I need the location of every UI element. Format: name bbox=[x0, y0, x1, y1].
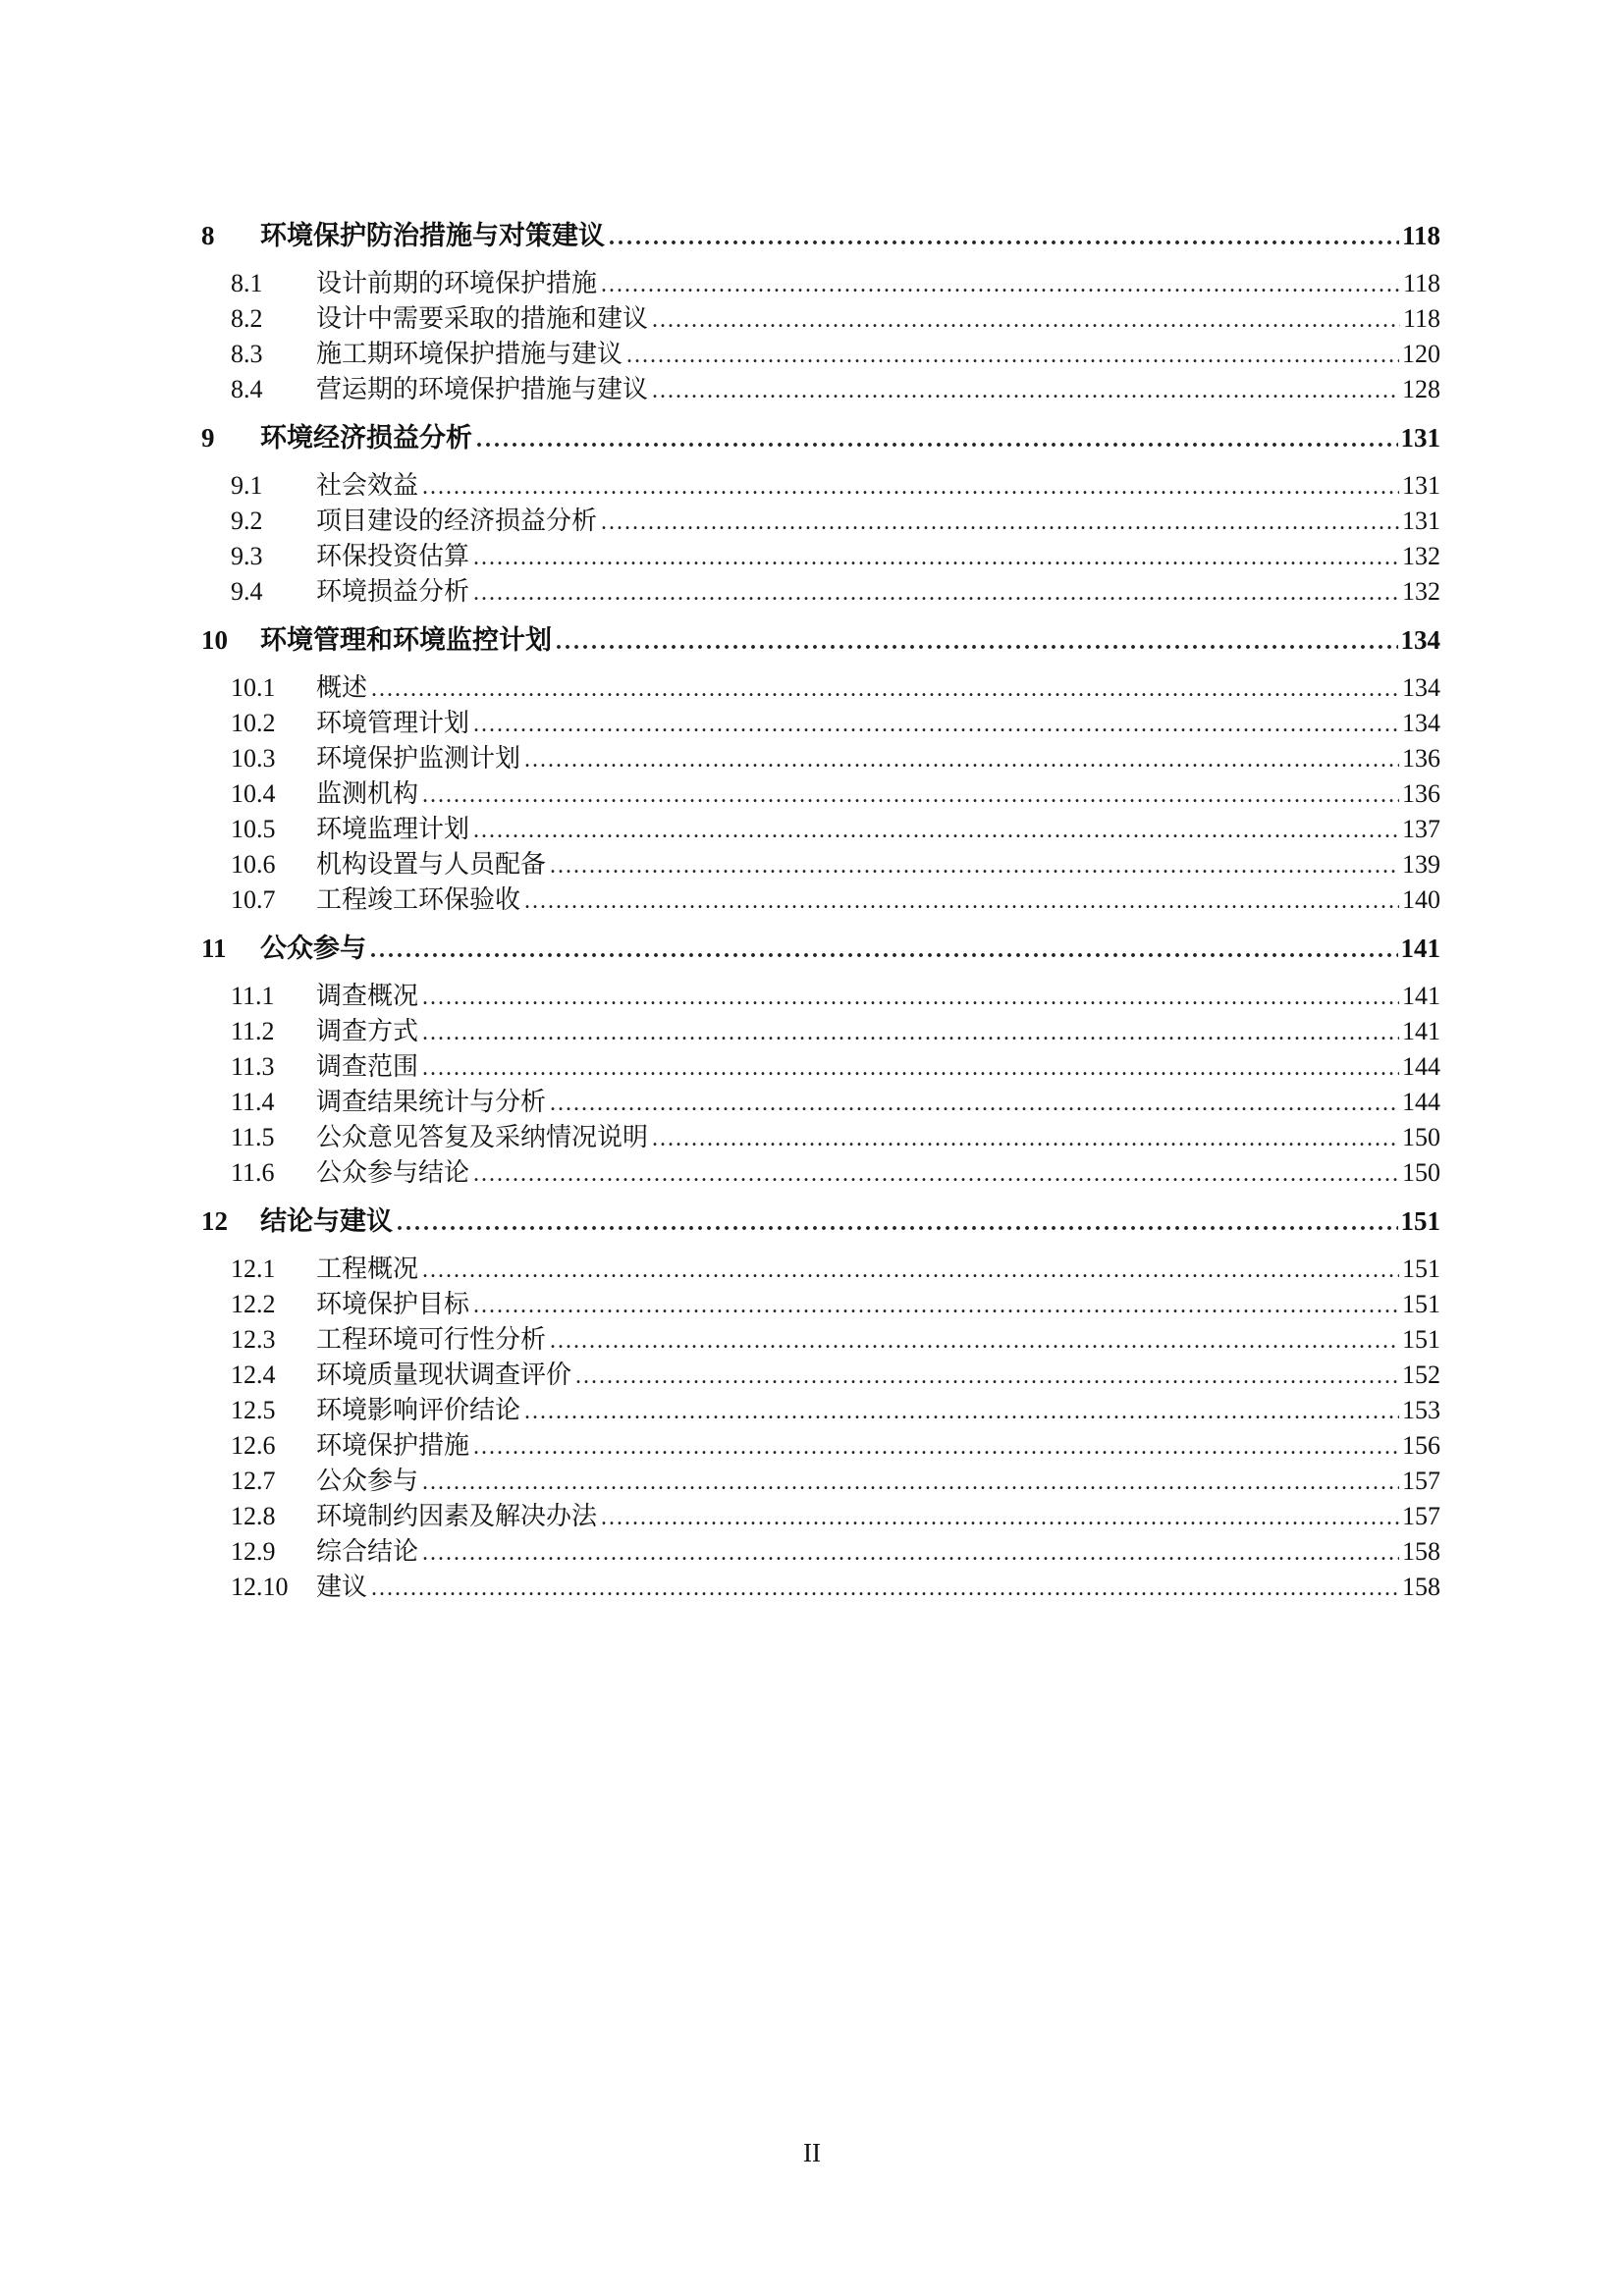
page-number: 128 bbox=[1402, 375, 1440, 403]
section-title: 建议 bbox=[316, 1573, 368, 1601]
dot-leader bbox=[601, 266, 1400, 302]
section-number: 9.4 bbox=[231, 577, 263, 606]
section-title: 监测机构 bbox=[316, 779, 419, 808]
chapter-title: 公众参与 bbox=[260, 934, 366, 963]
chapter-title: 环境保护防治措施与对策建议 bbox=[260, 221, 605, 250]
page-number: 118 bbox=[1401, 221, 1440, 250]
dot-leader bbox=[473, 574, 1399, 611]
section-title: 调查方式 bbox=[316, 1017, 419, 1045]
dot-leader bbox=[476, 420, 1398, 457]
section-title: 概述 bbox=[316, 673, 368, 702]
page-number: 136 bbox=[1402, 744, 1440, 773]
dot-leader bbox=[422, 1534, 1399, 1571]
section-title: 环境质量现状调查评价 bbox=[316, 1361, 572, 1389]
section-title: 项目建设的经济损益分析 bbox=[316, 507, 598, 535]
page-number: 158 bbox=[1402, 1537, 1440, 1566]
section-number: 12.10 bbox=[231, 1573, 289, 1601]
section-number: 12.3 bbox=[231, 1325, 276, 1354]
chapter-number: 10 bbox=[201, 625, 228, 655]
page-number: 151 bbox=[1402, 1290, 1440, 1318]
section-title: 环境保护目标 bbox=[316, 1290, 470, 1318]
page-number: 141 bbox=[1400, 934, 1440, 963]
section-number: 12.9 bbox=[231, 1537, 276, 1566]
dot-leader bbox=[473, 812, 1399, 848]
page-number: 132 bbox=[1402, 542, 1440, 570]
page-number: 131 bbox=[1402, 471, 1440, 500]
page-number: 157 bbox=[1402, 1467, 1440, 1495]
section-title: 设计中需要采取的措施和建议 bbox=[316, 304, 649, 333]
dot-leader bbox=[473, 1428, 1399, 1465]
section-title: 环境监理计划 bbox=[316, 815, 470, 843]
toc-section-row bbox=[201, 1322, 1440, 1358]
chapter-number: 12 bbox=[201, 1206, 228, 1236]
toc-section-row bbox=[201, 468, 1440, 504]
page-number: 118 bbox=[1402, 269, 1440, 297]
page-number: 144 bbox=[1402, 1088, 1440, 1116]
dot-leader bbox=[550, 847, 1399, 883]
toc-chapter-row bbox=[201, 622, 1440, 658]
page-number: 136 bbox=[1402, 779, 1440, 808]
section-number: 11.2 bbox=[231, 1017, 275, 1045]
dot-leader bbox=[422, 1049, 1399, 1086]
dot-leader bbox=[652, 301, 1400, 338]
page-number: 141 bbox=[1402, 1017, 1440, 1045]
page-number: 118 bbox=[1402, 304, 1440, 333]
chapter-title: 环境经济损益分析 bbox=[260, 423, 472, 453]
toc-section-row bbox=[201, 266, 1440, 301]
page-number: 157 bbox=[1402, 1502, 1440, 1530]
toc-section-row bbox=[201, 847, 1440, 882]
toc-section-row bbox=[201, 574, 1440, 610]
section-title: 公众意见答复及采纳情况说明 bbox=[316, 1123, 649, 1151]
page-number: 120 bbox=[1402, 340, 1440, 368]
toc-section-row bbox=[201, 504, 1440, 539]
page-number: 150 bbox=[1402, 1123, 1440, 1151]
section-title: 环境保护监测计划 bbox=[316, 744, 521, 773]
section-number: 12.2 bbox=[231, 1290, 276, 1318]
toc-section-row bbox=[201, 1428, 1440, 1464]
section-number: 11.4 bbox=[231, 1088, 275, 1116]
section-number: 9.1 bbox=[231, 471, 263, 500]
section-title: 工程环境可行性分析 bbox=[316, 1325, 547, 1354]
section-title: 公众参与结论 bbox=[316, 1158, 470, 1187]
dot-leader bbox=[652, 1120, 1399, 1156]
dot-leader bbox=[371, 1570, 1399, 1606]
chapter-title: 环境管理和环境监控计划 bbox=[260, 625, 552, 655]
section-number: 12.8 bbox=[231, 1502, 276, 1530]
dot-leader bbox=[422, 1014, 1399, 1050]
toc-section-row bbox=[201, 1049, 1440, 1085]
toc-chapter-row bbox=[201, 420, 1440, 455]
toc-section-row bbox=[201, 1120, 1440, 1155]
page-number: 151 bbox=[1402, 1255, 1440, 1283]
section-title: 工程概况 bbox=[316, 1255, 419, 1283]
dot-leader bbox=[524, 741, 1399, 777]
section-number: 11.6 bbox=[231, 1158, 275, 1187]
page-number: 132 bbox=[1402, 577, 1440, 606]
page-number: 151 bbox=[1400, 1206, 1440, 1236]
page-number: 139 bbox=[1402, 850, 1440, 879]
page-number: 140 bbox=[1402, 885, 1440, 914]
chapter-number: 11 bbox=[201, 934, 227, 963]
chapter-number: 8 bbox=[201, 221, 215, 250]
section-title: 公众参与 bbox=[316, 1467, 419, 1495]
toc-section-row bbox=[201, 670, 1440, 706]
section-number: 10.7 bbox=[231, 885, 276, 914]
section-number: 8.2 bbox=[231, 304, 263, 333]
section-title: 营运期的环境保护措施与建议 bbox=[316, 375, 649, 403]
dot-leader bbox=[601, 1499, 1399, 1535]
toc-section-row bbox=[201, 1085, 1440, 1120]
toc-section-row bbox=[201, 1358, 1440, 1393]
toc-section-row bbox=[201, 1287, 1440, 1322]
page-number: 144 bbox=[1402, 1052, 1440, 1081]
dot-leader bbox=[371, 670, 1399, 707]
page-number: 152 bbox=[1402, 1361, 1440, 1389]
toc-chapter-row bbox=[201, 218, 1440, 253]
dot-leader bbox=[524, 882, 1399, 919]
toc-section-row bbox=[201, 741, 1440, 776]
toc-section-row bbox=[201, 1252, 1440, 1287]
dot-leader bbox=[550, 1322, 1399, 1359]
dot-leader bbox=[556, 622, 1398, 660]
page-number: 134 bbox=[1400, 625, 1440, 655]
section-number: 12.6 bbox=[231, 1431, 276, 1460]
section-title: 环境损益分析 bbox=[316, 577, 470, 606]
page-number: 153 bbox=[1402, 1396, 1440, 1424]
page-number: 137 bbox=[1402, 815, 1440, 843]
toc-section-row bbox=[201, 372, 1440, 407]
toc-section-row bbox=[201, 1393, 1440, 1428]
section-title: 环境制约因素及解决办法 bbox=[316, 1502, 598, 1530]
chapter-number: 9 bbox=[201, 423, 215, 453]
page-number: 158 bbox=[1402, 1573, 1440, 1601]
section-number: 9.3 bbox=[231, 542, 263, 570]
section-title: 环境管理计划 bbox=[316, 709, 470, 737]
page-number: 150 bbox=[1402, 1158, 1440, 1187]
page-number: 131 bbox=[1400, 423, 1440, 453]
section-number: 8.4 bbox=[231, 375, 263, 403]
toc-section-row bbox=[201, 706, 1440, 741]
dot-leader bbox=[422, 1252, 1399, 1288]
dot-leader bbox=[422, 1464, 1399, 1500]
section-title: 机构设置与人员配备 bbox=[316, 850, 547, 879]
section-number: 11.1 bbox=[231, 982, 275, 1010]
section-number: 12.4 bbox=[231, 1361, 276, 1389]
page-number: 131 bbox=[1402, 507, 1440, 535]
dot-leader bbox=[626, 337, 1399, 373]
dot-leader bbox=[473, 1155, 1399, 1192]
page-number: 151 bbox=[1402, 1325, 1440, 1354]
dot-leader bbox=[422, 776, 1399, 813]
section-title: 环境保护措施 bbox=[316, 1431, 470, 1460]
page-number: 134 bbox=[1402, 673, 1440, 702]
dot-leader bbox=[652, 372, 1399, 408]
section-number: 8.3 bbox=[231, 340, 263, 368]
dot-leader bbox=[473, 1287, 1399, 1323]
section-number: 8.1 bbox=[231, 269, 263, 297]
dot-leader bbox=[422, 979, 1399, 1015]
section-number: 10.4 bbox=[231, 779, 276, 808]
toc bbox=[201, 218, 1440, 1605]
toc-section-row bbox=[201, 812, 1440, 847]
section-number: 12.1 bbox=[231, 1255, 276, 1283]
dot-leader bbox=[397, 1203, 1398, 1241]
page-number: 134 bbox=[1402, 709, 1440, 737]
toc-section-row bbox=[201, 882, 1440, 918]
dot-leader bbox=[601, 504, 1399, 540]
section-number: 10.6 bbox=[231, 850, 276, 879]
toc-section-row bbox=[201, 539, 1440, 574]
section-title: 施工期环境保护措施与建议 bbox=[316, 340, 623, 368]
dot-leader bbox=[370, 931, 1398, 968]
section-title: 社会效益 bbox=[316, 471, 419, 500]
dot-leader bbox=[422, 468, 1399, 505]
dot-leader bbox=[609, 218, 1399, 255]
section-number: 9.2 bbox=[231, 507, 263, 535]
section-number: 12.5 bbox=[231, 1396, 276, 1424]
toc-section-row bbox=[201, 1014, 1440, 1049]
toc-section-row bbox=[201, 1534, 1440, 1570]
section-title: 综合结论 bbox=[316, 1537, 419, 1566]
toc-section-row bbox=[201, 337, 1440, 372]
section-number: 11.3 bbox=[231, 1052, 275, 1081]
section-number: 10.1 bbox=[231, 673, 276, 702]
section-number: 10.2 bbox=[231, 709, 276, 737]
toc-chapter-row bbox=[201, 931, 1440, 966]
toc-section-row bbox=[201, 776, 1440, 812]
footer-page-number: II bbox=[803, 2138, 821, 2167]
page-number: 141 bbox=[1402, 982, 1440, 1010]
dot-leader bbox=[473, 539, 1399, 575]
section-title: 调查结果统计与分析 bbox=[316, 1088, 547, 1116]
section-title: 调查概况 bbox=[316, 982, 419, 1010]
page-number: 156 bbox=[1402, 1431, 1440, 1460]
dot-leader bbox=[524, 1393, 1399, 1429]
dot-leader bbox=[575, 1358, 1399, 1394]
toc-section-row bbox=[201, 1464, 1440, 1499]
toc-section-row bbox=[201, 1570, 1440, 1605]
section-title: 调查范围 bbox=[316, 1052, 419, 1081]
toc-section-row bbox=[201, 979, 1440, 1014]
section-number: 11.5 bbox=[231, 1123, 275, 1151]
dot-leader bbox=[550, 1085, 1399, 1121]
section-number: 12.7 bbox=[231, 1467, 276, 1495]
section-number: 10.5 bbox=[231, 815, 276, 843]
toc-chapter-row bbox=[201, 1203, 1440, 1239]
toc-section-row bbox=[201, 1155, 1440, 1191]
chapter-title: 结论与建议 bbox=[260, 1206, 393, 1236]
section-number: 10.3 bbox=[231, 744, 276, 773]
section-title: 环保投资估算 bbox=[316, 542, 470, 570]
section-title: 设计前期的环境保护措施 bbox=[316, 269, 598, 297]
toc-section-row bbox=[201, 1499, 1440, 1534]
section-title: 环境影响评价结论 bbox=[316, 1396, 521, 1424]
toc-section-row bbox=[201, 301, 1440, 337]
section-title: 工程竣工环保验收 bbox=[316, 885, 521, 914]
dot-leader bbox=[473, 706, 1399, 742]
